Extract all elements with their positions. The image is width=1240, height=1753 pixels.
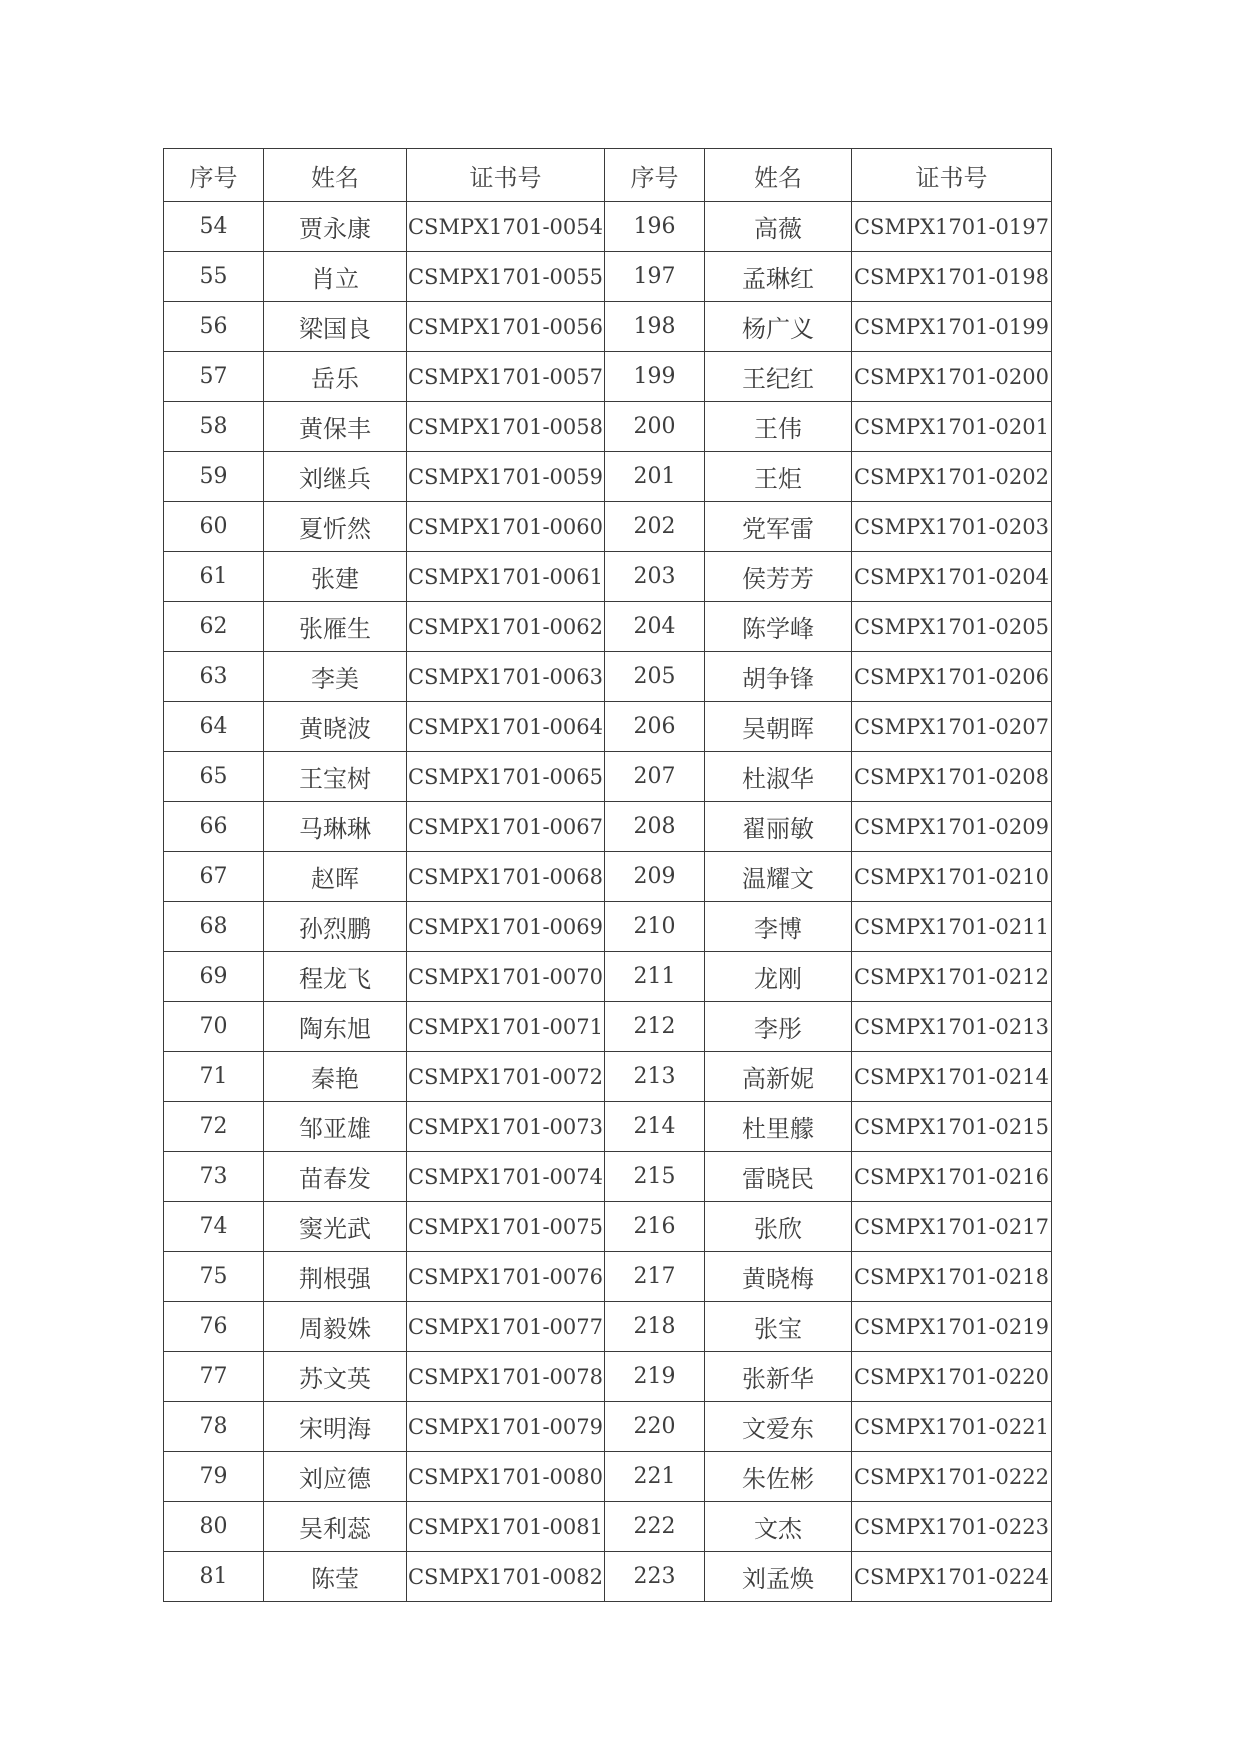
cell-seq-left: 56 <box>164 302 264 352</box>
table-row <box>164 1052 1052 1102</box>
cell-name-left: 刘继兵 <box>264 452 407 502</box>
cell-cert-right: CSMPX1701-0197 <box>852 202 1052 252</box>
cell-name-right: 孟琳红 <box>705 252 852 302</box>
cell-seq-left: 59 <box>164 452 264 502</box>
cell-seq-right: 213 <box>605 1052 705 1102</box>
cell-seq-left: 73 <box>164 1152 264 1202</box>
cell-name-right: 文杰 <box>705 1502 852 1552</box>
cell-name-right: 杜淑华 <box>705 752 852 802</box>
table-row <box>164 302 1052 352</box>
cell-seq-right: 215 <box>605 1152 705 1202</box>
cell-seq-left: 81 <box>164 1552 264 1602</box>
table-row <box>164 1102 1052 1152</box>
cell-cert-left: CSMPX1701-0065 <box>407 752 605 802</box>
cell-cert-left: CSMPX1701-0062 <box>407 602 605 652</box>
cell-name-left: 贾永康 <box>264 202 407 252</box>
cell-name-right: 王纪红 <box>705 352 852 402</box>
cell-seq-right: 218 <box>605 1302 705 1352</box>
table-row <box>164 202 1052 252</box>
cell-name-left: 荆根强 <box>264 1252 407 1302</box>
cell-seq-right: 221 <box>605 1452 705 1502</box>
table-row <box>164 802 1052 852</box>
cell-seq-right: 216 <box>605 1202 705 1252</box>
cell-name-right: 李彤 <box>705 1002 852 1052</box>
cell-cert-left: CSMPX1701-0074 <box>407 1152 605 1202</box>
cell-cert-right: CSMPX1701-0207 <box>852 702 1052 752</box>
cell-seq-left: 54 <box>164 202 264 252</box>
header-seq-right: 序号 <box>605 149 705 202</box>
cell-cert-right: CSMPX1701-0213 <box>852 1002 1052 1052</box>
cell-name-right: 张新华 <box>705 1352 852 1402</box>
cell-cert-left: CSMPX1701-0081 <box>407 1502 605 1552</box>
cell-cert-left: CSMPX1701-0064 <box>407 702 605 752</box>
cell-name-left: 李美 <box>264 652 407 702</box>
cell-name-left: 梁国良 <box>264 302 407 352</box>
cell-seq-right: 223 <box>605 1552 705 1602</box>
header-row <box>164 149 1052 202</box>
cell-seq-right: 199 <box>605 352 705 402</box>
header-name-left: 姓名 <box>264 149 407 202</box>
cell-name-right: 刘孟焕 <box>705 1552 852 1602</box>
cell-cert-left: CSMPX1701-0060 <box>407 502 605 552</box>
cell-seq-right: 198 <box>605 302 705 352</box>
table-row <box>164 752 1052 802</box>
cell-seq-left: 62 <box>164 602 264 652</box>
cell-cert-right: CSMPX1701-0212 <box>852 952 1052 1002</box>
table-row <box>164 402 1052 452</box>
cell-name-left: 张建 <box>264 552 407 602</box>
cell-seq-right: 204 <box>605 602 705 652</box>
table-row <box>164 1552 1052 1602</box>
table-row <box>164 1002 1052 1052</box>
cell-cert-left: CSMPX1701-0077 <box>407 1302 605 1352</box>
table-row <box>164 952 1052 1002</box>
cell-cert-right: CSMPX1701-0198 <box>852 252 1052 302</box>
cell-seq-right: 203 <box>605 552 705 602</box>
cell-name-left: 秦艳 <box>264 1052 407 1102</box>
cell-cert-left: CSMPX1701-0056 <box>407 302 605 352</box>
cell-name-left: 张雁生 <box>264 602 407 652</box>
cell-seq-left: 80 <box>164 1502 264 1552</box>
cell-seq-left: 61 <box>164 552 264 602</box>
cell-name-left: 赵晖 <box>264 852 407 902</box>
cell-cert-left: CSMPX1701-0055 <box>407 252 605 302</box>
cell-name-left: 夏忻然 <box>264 502 407 552</box>
cell-seq-left: 67 <box>164 852 264 902</box>
cell-name-right: 王伟 <box>705 402 852 452</box>
cell-name-left: 苏文英 <box>264 1352 407 1402</box>
cell-cert-right: CSMPX1701-0199 <box>852 302 1052 352</box>
table-row <box>164 1452 1052 1502</box>
cell-name-left: 陈莹 <box>264 1552 407 1602</box>
cell-seq-left: 71 <box>164 1052 264 1102</box>
cell-name-left: 黄晓波 <box>264 702 407 752</box>
cell-seq-left: 57 <box>164 352 264 402</box>
cell-cert-right: CSMPX1701-0221 <box>852 1402 1052 1452</box>
cell-cert-right: CSMPX1701-0223 <box>852 1502 1052 1552</box>
cell-name-left: 邹亚雄 <box>264 1102 407 1152</box>
cell-cert-right: CSMPX1701-0203 <box>852 502 1052 552</box>
table-header <box>164 149 1052 202</box>
certificate-table <box>163 148 1052 1602</box>
cell-cert-left: CSMPX1701-0078 <box>407 1352 605 1402</box>
cell-cert-left: CSMPX1701-0076 <box>407 1252 605 1302</box>
header-cert-left: 证书号 <box>407 149 605 202</box>
cell-cert-right: CSMPX1701-0224 <box>852 1552 1052 1602</box>
cell-name-left: 程龙飞 <box>264 952 407 1002</box>
cell-seq-right: 200 <box>605 402 705 452</box>
cell-name-right: 张欣 <box>705 1202 852 1252</box>
cell-cert-left: CSMPX1701-0073 <box>407 1102 605 1152</box>
cell-seq-left: 78 <box>164 1402 264 1452</box>
cell-name-left: 王宝树 <box>264 752 407 802</box>
table-row <box>164 902 1052 952</box>
cell-name-left: 宋明海 <box>264 1402 407 1452</box>
table-row <box>164 1402 1052 1452</box>
cell-seq-right: 219 <box>605 1352 705 1402</box>
cell-seq-left: 75 <box>164 1252 264 1302</box>
table-row <box>164 602 1052 652</box>
table-row <box>164 1502 1052 1552</box>
cell-cert-right: CSMPX1701-0219 <box>852 1302 1052 1352</box>
cell-name-right: 高薇 <box>705 202 852 252</box>
cell-seq-right: 197 <box>605 252 705 302</box>
cell-name-right: 雷晓民 <box>705 1152 852 1202</box>
header-seq-left: 序号 <box>164 149 264 202</box>
cell-seq-left: 68 <box>164 902 264 952</box>
cell-seq-left: 74 <box>164 1202 264 1252</box>
table-row <box>164 1252 1052 1302</box>
cell-cert-right: CSMPX1701-0216 <box>852 1152 1052 1202</box>
header-name-right: 姓名 <box>705 149 852 202</box>
cell-name-right: 文爱东 <box>705 1402 852 1452</box>
cell-cert-right: CSMPX1701-0204 <box>852 552 1052 602</box>
cell-seq-right: 207 <box>605 752 705 802</box>
cell-seq-right: 208 <box>605 802 705 852</box>
cell-name-right: 翟丽敏 <box>705 802 852 852</box>
cell-seq-left: 63 <box>164 652 264 702</box>
cell-cert-left: CSMPX1701-0080 <box>407 1452 605 1502</box>
cell-name-left: 陶东旭 <box>264 1002 407 1052</box>
cell-seq-left: 77 <box>164 1352 264 1402</box>
cell-name-right: 朱佐彬 <box>705 1452 852 1502</box>
table-row <box>164 352 1052 402</box>
cell-cert-right: CSMPX1701-0211 <box>852 902 1052 952</box>
cell-cert-right: CSMPX1701-0210 <box>852 852 1052 902</box>
cell-name-right: 龙刚 <box>705 952 852 1002</box>
cell-cert-right: CSMPX1701-0209 <box>852 802 1052 852</box>
cell-name-right: 杨广义 <box>705 302 852 352</box>
cell-name-right: 侯芳芳 <box>705 552 852 602</box>
cell-name-left: 岳乐 <box>264 352 407 402</box>
cell-seq-right: 212 <box>605 1002 705 1052</box>
cell-name-left: 孙烈鹏 <box>264 902 407 952</box>
cell-seq-right: 205 <box>605 652 705 702</box>
cell-cert-right: CSMPX1701-0222 <box>852 1452 1052 1502</box>
table-body <box>164 202 1052 1602</box>
cell-seq-left: 72 <box>164 1102 264 1152</box>
cell-name-right: 杜里艨 <box>705 1102 852 1152</box>
cell-cert-left: CSMPX1701-0068 <box>407 852 605 902</box>
table-row <box>164 552 1052 602</box>
table-row <box>164 852 1052 902</box>
cell-name-right: 吴朝晖 <box>705 702 852 752</box>
cell-cert-left: CSMPX1701-0072 <box>407 1052 605 1102</box>
cell-name-left: 肖立 <box>264 252 407 302</box>
cell-name-right: 党军雷 <box>705 502 852 552</box>
cell-seq-right: 209 <box>605 852 705 902</box>
cell-cert-left: CSMPX1701-0082 <box>407 1552 605 1602</box>
cell-cert-left: CSMPX1701-0079 <box>407 1402 605 1452</box>
cell-cert-left: CSMPX1701-0071 <box>407 1002 605 1052</box>
cell-seq-right: 220 <box>605 1402 705 1452</box>
cell-cert-right: CSMPX1701-0220 <box>852 1352 1052 1402</box>
cell-name-left: 黄保丰 <box>264 402 407 452</box>
cell-seq-right: 202 <box>605 502 705 552</box>
cell-seq-right: 201 <box>605 452 705 502</box>
table-row <box>164 452 1052 502</box>
cell-seq-left: 60 <box>164 502 264 552</box>
cell-cert-left: CSMPX1701-0070 <box>407 952 605 1002</box>
cell-cert-left: CSMPX1701-0061 <box>407 552 605 602</box>
cell-cert-left: CSMPX1701-0058 <box>407 402 605 452</box>
cell-name-left: 马琳琳 <box>264 802 407 852</box>
cell-name-right: 温耀文 <box>705 852 852 902</box>
cell-seq-left: 65 <box>164 752 264 802</box>
table-row <box>164 252 1052 302</box>
cell-cert-left: CSMPX1701-0057 <box>407 352 605 402</box>
cell-name-right: 黄晓梅 <box>705 1252 852 1302</box>
cell-seq-left: 70 <box>164 1002 264 1052</box>
cell-cert-left: CSMPX1701-0059 <box>407 452 605 502</box>
header-cert-right: 证书号 <box>852 149 1052 202</box>
cell-name-left: 窦光武 <box>264 1202 407 1252</box>
cell-name-right: 陈学峰 <box>705 602 852 652</box>
cell-cert-right: CSMPX1701-0201 <box>852 402 1052 452</box>
cell-name-left: 刘应德 <box>264 1452 407 1502</box>
cell-seq-right: 211 <box>605 952 705 1002</box>
cell-cert-left: CSMPX1701-0069 <box>407 902 605 952</box>
table-row <box>164 652 1052 702</box>
cell-seq-left: 69 <box>164 952 264 1002</box>
cell-seq-left: 76 <box>164 1302 264 1352</box>
cell-cert-left: CSMPX1701-0063 <box>407 652 605 702</box>
cell-seq-left: 64 <box>164 702 264 752</box>
cell-cert-right: CSMPX1701-0218 <box>852 1252 1052 1302</box>
cell-name-right: 高新妮 <box>705 1052 852 1102</box>
cell-name-left: 吴利蕊 <box>264 1502 407 1552</box>
cell-seq-left: 58 <box>164 402 264 452</box>
cell-seq-left: 79 <box>164 1452 264 1502</box>
table-row <box>164 1202 1052 1252</box>
cell-seq-right: 210 <box>605 902 705 952</box>
cell-seq-left: 55 <box>164 252 264 302</box>
cell-cert-right: CSMPX1701-0206 <box>852 652 1052 702</box>
cell-seq-right: 217 <box>605 1252 705 1302</box>
table-row <box>164 502 1052 552</box>
cell-cert-left: CSMPX1701-0075 <box>407 1202 605 1252</box>
table-row <box>164 1302 1052 1352</box>
cell-cert-right: CSMPX1701-0215 <box>852 1102 1052 1152</box>
cell-seq-right: 196 <box>605 202 705 252</box>
cell-cert-right: CSMPX1701-0217 <box>852 1202 1052 1252</box>
cell-cert-right: CSMPX1701-0205 <box>852 602 1052 652</box>
cell-cert-right: CSMPX1701-0214 <box>852 1052 1052 1102</box>
cell-name-left: 周毅姝 <box>264 1302 407 1352</box>
cell-name-right: 李博 <box>705 902 852 952</box>
cell-cert-right: CSMPX1701-0208 <box>852 752 1052 802</box>
cell-cert-right: CSMPX1701-0200 <box>852 352 1052 402</box>
cell-cert-left: CSMPX1701-0054 <box>407 202 605 252</box>
cell-seq-right: 206 <box>605 702 705 752</box>
cell-seq-left: 66 <box>164 802 264 852</box>
table-row <box>164 1152 1052 1202</box>
cell-seq-right: 214 <box>605 1102 705 1152</box>
cell-name-right: 张宝 <box>705 1302 852 1352</box>
table-row <box>164 702 1052 752</box>
cell-name-right: 王炬 <box>705 452 852 502</box>
cell-cert-right: CSMPX1701-0202 <box>852 452 1052 502</box>
cell-seq-right: 222 <box>605 1502 705 1552</box>
cell-name-left: 苗春发 <box>264 1152 407 1202</box>
table-row <box>164 1352 1052 1402</box>
cell-name-right: 胡争锋 <box>705 652 852 702</box>
cell-cert-left: CSMPX1701-0067 <box>407 802 605 852</box>
